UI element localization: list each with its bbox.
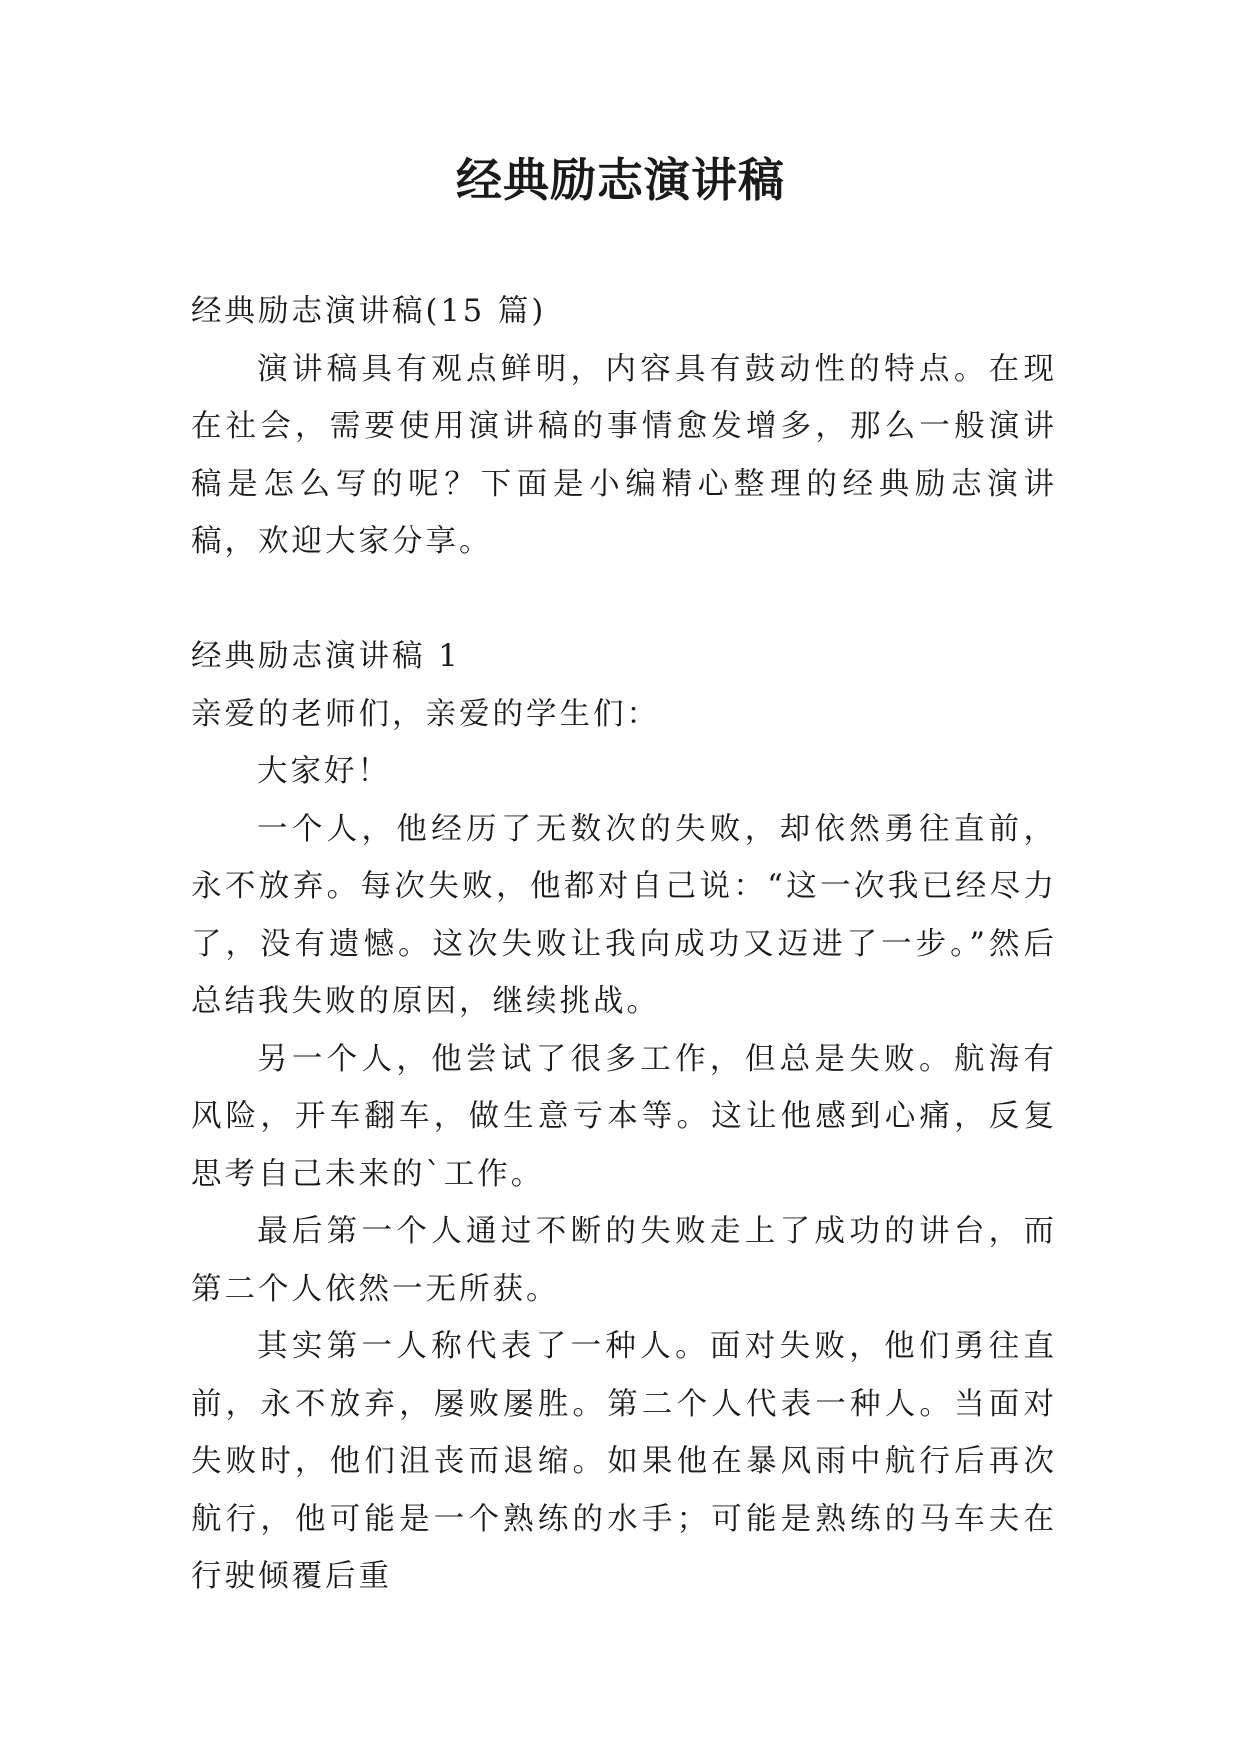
body-paragraph: 一个人，他经历了无数次的失败，却依然勇往直前，永不放弃。每次失败，他都对自己说：“这一次我已经尽力了，没有遗憾。这次失败让我向成功又迈进了一步。”然后总结我失败的原因，继续挑战。 — [191, 811, 1057, 1019]
body-paragraph: 另一个人，他尝试了很多工作，但总是失败。航海有风险，开车翻车，做生意亏本等。这让他感到心痛，反复思考自己未来的`工作。 — [191, 1041, 1057, 1192]
document-body — [191, 283, 1057, 1606]
document-title: 经典励志演讲稿 — [456, 153, 785, 207]
section-heading: 经典励志演讲稿 1 — [191, 639, 461, 674]
greeting: 大家好！ — [257, 754, 391, 789]
document-subtitle: 经典励志演讲稿(15 篇) — [191, 294, 547, 329]
intro-paragraph: 演讲稿具有观点鲜明，内容具有鼓动性的特点。在现在社会，需要使用演讲稿的事情愈发增多，那么一般演讲稿是怎么写的呢？下面是小编精心整理的经典励志演讲稿，欢迎大家分享。 — [191, 351, 1057, 559]
salutation: 亲爱的老师们，亲爱的学生们： — [191, 696, 660, 732]
body-paragraph: 最后第一个人通过不断的失败走上了成功的讲台，而第二个人依然一无所获。 — [191, 1214, 1057, 1307]
body-paragraph: 其实第一人称代表了一种人。面对失败，他们勇往直前，永不放弃，屡败屡胜。第二个人代表一种人。当面对失败时，他们沮丧而退缩。如果他在暴风雨中航行后再次航行，他可能是一个熟练的水手；可能是熟练的马车夫在行驶倾覆后重 — [191, 1329, 1057, 1594]
